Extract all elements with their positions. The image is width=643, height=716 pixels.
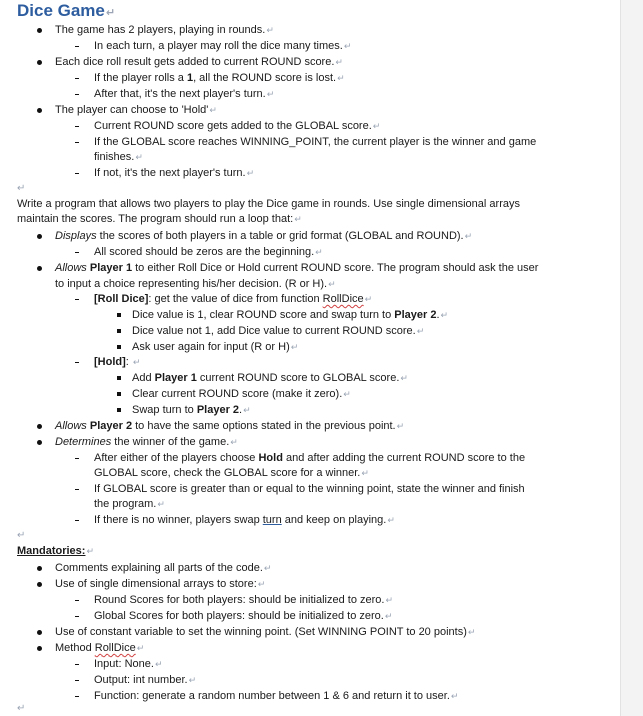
bullet-icon bbox=[37, 234, 42, 239]
scroll-gutter[interactable] bbox=[620, 0, 643, 716]
rule-next-turn: After that, it's the next player's turn.↵ bbox=[94, 88, 275, 100]
square-bullet-icon bbox=[117, 376, 121, 380]
roll-dice-not-one: Dice value not 1, add Dice value to current ROUND score.↵ bbox=[132, 325, 425, 337]
bullet-icon bbox=[37, 424, 42, 429]
determines-check-global-cont: GLOBAL score, check the GLOBAL score for a winner.↵ bbox=[94, 467, 369, 479]
task-roll-dice: [Roll Dice]: get the value of dice from function RollDice↵ bbox=[94, 293, 373, 305]
square-bullet-icon bbox=[117, 392, 121, 396]
paragraph-mark: ↵ bbox=[17, 183, 26, 194]
determines-no-winner: If there is no winner, players swap turn and keep on playing.↵ bbox=[94, 514, 395, 526]
determines-winner-cont: the program.↵ bbox=[94, 498, 165, 510]
task-allows-player2: Allows Player 2 to have the same options stated in the previous point.↵ bbox=[55, 420, 405, 432]
dash-icon bbox=[75, 126, 79, 127]
dash-icon bbox=[75, 458, 79, 459]
dash-icon bbox=[75, 173, 79, 174]
rule-hold-global: Current ROUND score gets added to the GLOBAL score.↵ bbox=[94, 120, 381, 132]
bullet-icon bbox=[37, 566, 42, 571]
dash-icon bbox=[75, 299, 79, 300]
rule-winning-point: If the GLOBAL score reaches WINNING_POINT, the current player is the winner and game bbox=[94, 136, 537, 148]
task-determines: Determines the winner of the game.↵ bbox=[55, 436, 238, 448]
dash-icon bbox=[75, 46, 79, 47]
rule-turn-roll: In each turn, a player may roll the dice many times.↵ bbox=[94, 40, 352, 52]
mandatory-global-scores: Global Scores for both players: should be initialized to zero.↵ bbox=[94, 610, 393, 622]
bullet-icon bbox=[37, 108, 42, 113]
mandatories-heading: Mandatories:↵ bbox=[17, 545, 95, 557]
rule-players: The game has 2 players, playing in rounds.↵ bbox=[55, 24, 274, 36]
bullet-icon bbox=[37, 582, 42, 587]
bullet-icon bbox=[37, 28, 42, 33]
document-title: Dice Game↵ bbox=[17, 1, 116, 20]
square-bullet-icon bbox=[117, 313, 121, 317]
dash-icon bbox=[75, 616, 79, 617]
square-bullet-icon bbox=[117, 345, 121, 349]
dash-icon bbox=[75, 362, 79, 363]
method-output: Output: int number.↵ bbox=[94, 674, 197, 686]
rule-roll-added: Each dice roll result gets added to current ROUND score.↵ bbox=[55, 56, 343, 68]
square-bullet-icon bbox=[117, 329, 121, 333]
task-hold: [Hold]: ↵ bbox=[94, 356, 141, 368]
dash-icon bbox=[75, 600, 79, 601]
roll-dice-one: Dice value is 1, clear ROUND score and swap turn to Player 2.↵ bbox=[132, 309, 449, 321]
mandatory-method: Method RollDice↵ bbox=[55, 642, 145, 654]
task-allows-player1: Allows Player 1 to either Roll Dice or Hold current ROUND score. The program should ask the user bbox=[55, 262, 539, 274]
dash-icon bbox=[75, 142, 79, 143]
rule-winning-point-cont: finishes.↵ bbox=[94, 151, 143, 163]
bullet-icon bbox=[37, 630, 42, 635]
dash-icon bbox=[75, 252, 79, 253]
task-intro-cont: maintain the scores. The program should run a loop that:↵ bbox=[17, 213, 302, 225]
determines-check-global: After either of the players choose Hold and after adding the current ROUND score to the bbox=[94, 452, 526, 464]
bullet-icon bbox=[37, 60, 42, 65]
dash-icon bbox=[75, 680, 79, 681]
bullet-icon bbox=[37, 646, 42, 651]
method-function: Function: generate a random number between 1 & 6 and return it to user.↵ bbox=[94, 690, 459, 702]
mandatory-round-scores: Round Scores for both players: should be initialized to zero.↵ bbox=[94, 594, 393, 606]
mandatory-comments: Comments explaining all parts of the code.↵ bbox=[55, 562, 272, 574]
task-displays: Displays the scores of both players in a table or grid format (GLOBAL and ROUND).↵ bbox=[55, 230, 473, 242]
rule-not-winning: If not, it's the next player's turn.↵ bbox=[94, 167, 255, 179]
hold-clear-round: Clear current ROUND score (make it zero).↵ bbox=[132, 388, 351, 400]
dash-icon bbox=[75, 696, 79, 697]
determines-winner: If GLOBAL score is greater than or equal to the winning point, state the winner and finish bbox=[94, 483, 525, 495]
task-intro: Write a program that allows two players to play the Dice game in rounds. Use single dimensional arrays bbox=[17, 198, 520, 210]
bullet-icon bbox=[37, 440, 42, 445]
dash-icon bbox=[75, 520, 79, 521]
paragraph-mark: ↵ bbox=[17, 703, 26, 714]
rule-roll-one: If the player rolls a 1, all the ROUND score is lost.↵ bbox=[94, 72, 345, 84]
rule-hold: The player can choose to 'Hold'↵ bbox=[55, 104, 217, 116]
dash-icon bbox=[75, 78, 79, 79]
mandatory-arrays: Use of single dimensional arrays to store:↵ bbox=[55, 578, 266, 590]
task-zero-scores: All scored should be zeros are the beginning.↵ bbox=[94, 246, 323, 258]
method-input: Input: None.↵ bbox=[94, 658, 163, 670]
task-allows-player1-cont: to input a choice representing his/her decision. (R or H).↵ bbox=[55, 278, 336, 290]
dash-icon bbox=[75, 94, 79, 95]
dash-icon bbox=[75, 664, 79, 665]
paragraph-mark: ↵ bbox=[17, 530, 26, 541]
square-bullet-icon bbox=[117, 408, 121, 412]
hold-add-score: Add Player 1 current ROUND score to GLOBAL score.↵ bbox=[132, 372, 408, 384]
roll-dice-ask-again: Ask user again for input (R or H)↵ bbox=[132, 341, 299, 353]
mandatory-constant: Use of constant variable to set the winning point. (Set WINNING POINT to 20 points)↵ bbox=[55, 626, 476, 638]
hold-swap-turn: Swap turn to Player 2.↵ bbox=[132, 404, 251, 416]
dash-icon bbox=[75, 489, 79, 490]
bullet-icon bbox=[37, 266, 42, 271]
